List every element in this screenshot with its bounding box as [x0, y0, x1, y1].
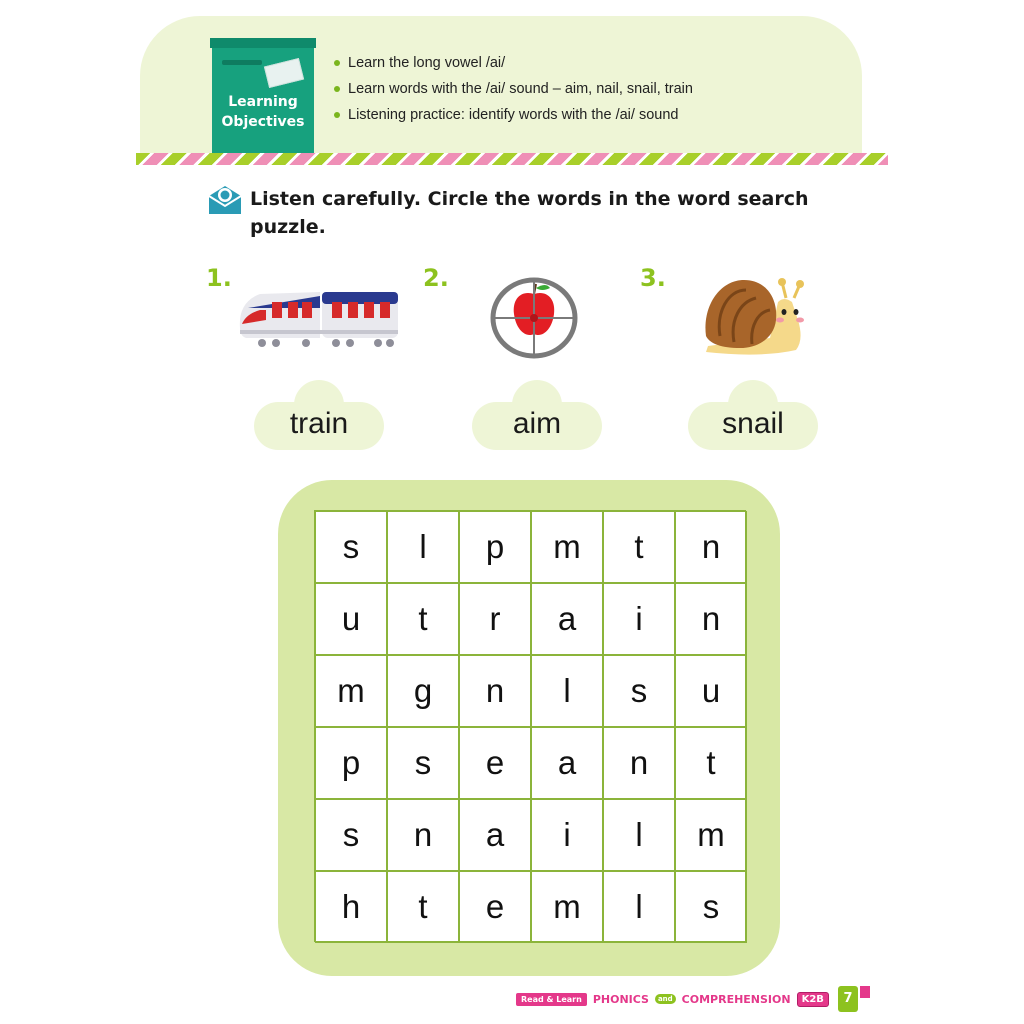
and-badge: and — [655, 994, 676, 1004]
grid-cell[interactable]: l — [531, 655, 603, 727]
objective-item: Listening practice: identify words with the /ai/ sound — [334, 102, 693, 128]
listening-envelope-icon — [207, 184, 243, 216]
grid-cell[interactable]: a — [531, 727, 603, 799]
grid-cell[interactable]: g — [387, 655, 459, 727]
word-cloud-1 — [254, 380, 384, 450]
series-tag: Read & Learn — [516, 993, 587, 1006]
objective-item: Learn words with the /ai/ sound – aim, nail, snail, train — [334, 76, 693, 102]
grid-cell[interactable]: e — [459, 871, 531, 943]
mailbox-lid — [210, 38, 316, 48]
grid-cell[interactable]: i — [531, 799, 603, 871]
grid-cell[interactable]: t — [675, 727, 747, 799]
item-number-3: 3. — [640, 264, 666, 292]
grid-cell[interactable]: a — [459, 799, 531, 871]
grid-cell[interactable]: s — [315, 511, 387, 583]
label-line-1: Learning — [228, 94, 298, 110]
grid-cell[interactable]: m — [675, 799, 747, 871]
word-search-grid — [314, 510, 746, 942]
grid-cell[interactable]: m — [531, 871, 603, 943]
word-cloud-3 — [688, 380, 818, 450]
objective-item: Learn the long vowel /ai/ — [334, 50, 693, 76]
label-line-2: Objectives — [221, 114, 305, 130]
envelope-icon — [264, 58, 304, 88]
grid-cell[interactable]: s — [603, 655, 675, 727]
grid-cell[interactable]: n — [459, 655, 531, 727]
word-cloud-2 — [472, 380, 602, 450]
word-label-train: train — [289, 407, 349, 440]
grid-cell[interactable]: n — [603, 727, 675, 799]
grid-cell[interactable]: p — [459, 511, 531, 583]
instruction-line-1: Listen carefully. Circle the words in the word search — [250, 188, 809, 210]
word-label-aim: aim — [512, 407, 562, 440]
grid-cell[interactable]: s — [315, 799, 387, 871]
page-flag-icon — [860, 986, 870, 998]
objectives-list — [334, 50, 693, 128]
instruction-line-2: puzzle. — [250, 216, 326, 238]
learning-objectives-mailbox — [212, 38, 314, 156]
mailbox-slot — [222, 60, 262, 65]
grid-cell[interactable]: n — [387, 799, 459, 871]
subject-phonics: PHONICS — [592, 992, 649, 1006]
grid-cell[interactable]: p — [315, 727, 387, 799]
grid-cell[interactable]: a — [531, 583, 603, 655]
grid-cell[interactable]: l — [603, 799, 675, 871]
item-number-2: 2. — [423, 264, 449, 292]
subject-comprehension: COMPREHENSION — [681, 992, 791, 1006]
grid-cell[interactable]: u — [675, 655, 747, 727]
decorative-stripe-divider — [136, 153, 888, 165]
grid-cell[interactable]: l — [387, 511, 459, 583]
grid-cell[interactable]: h — [315, 871, 387, 943]
grid-cell[interactable]: s — [675, 871, 747, 943]
grid-cell[interactable]: n — [675, 583, 747, 655]
train-icon — [236, 288, 402, 350]
target-apple-icon — [488, 276, 580, 360]
grid-cell[interactable]: r — [459, 583, 531, 655]
grid-cell[interactable]: m — [315, 655, 387, 727]
learning-objectives-label — [212, 92, 314, 132]
grid-cell[interactable]: m — [531, 511, 603, 583]
page-number: 7 — [838, 986, 858, 1012]
word-label-snail: snail — [722, 407, 784, 440]
level-badge: K2B — [797, 992, 829, 1007]
grid-cell[interactable]: t — [387, 583, 459, 655]
book-footer — [516, 990, 829, 1008]
grid-cell[interactable]: s — [387, 727, 459, 799]
grid-cell[interactable]: n — [675, 511, 747, 583]
snail-icon — [700, 276, 808, 358]
grid-cell[interactable]: t — [603, 511, 675, 583]
grid-cell[interactable]: l — [603, 871, 675, 943]
item-number-1: 1. — [206, 264, 232, 292]
grid-cell[interactable]: t — [387, 871, 459, 943]
instruction-text — [250, 185, 850, 241]
grid-cell[interactable]: e — [459, 727, 531, 799]
grid-cell[interactable]: u — [315, 583, 387, 655]
grid-cell[interactable]: i — [603, 583, 675, 655]
